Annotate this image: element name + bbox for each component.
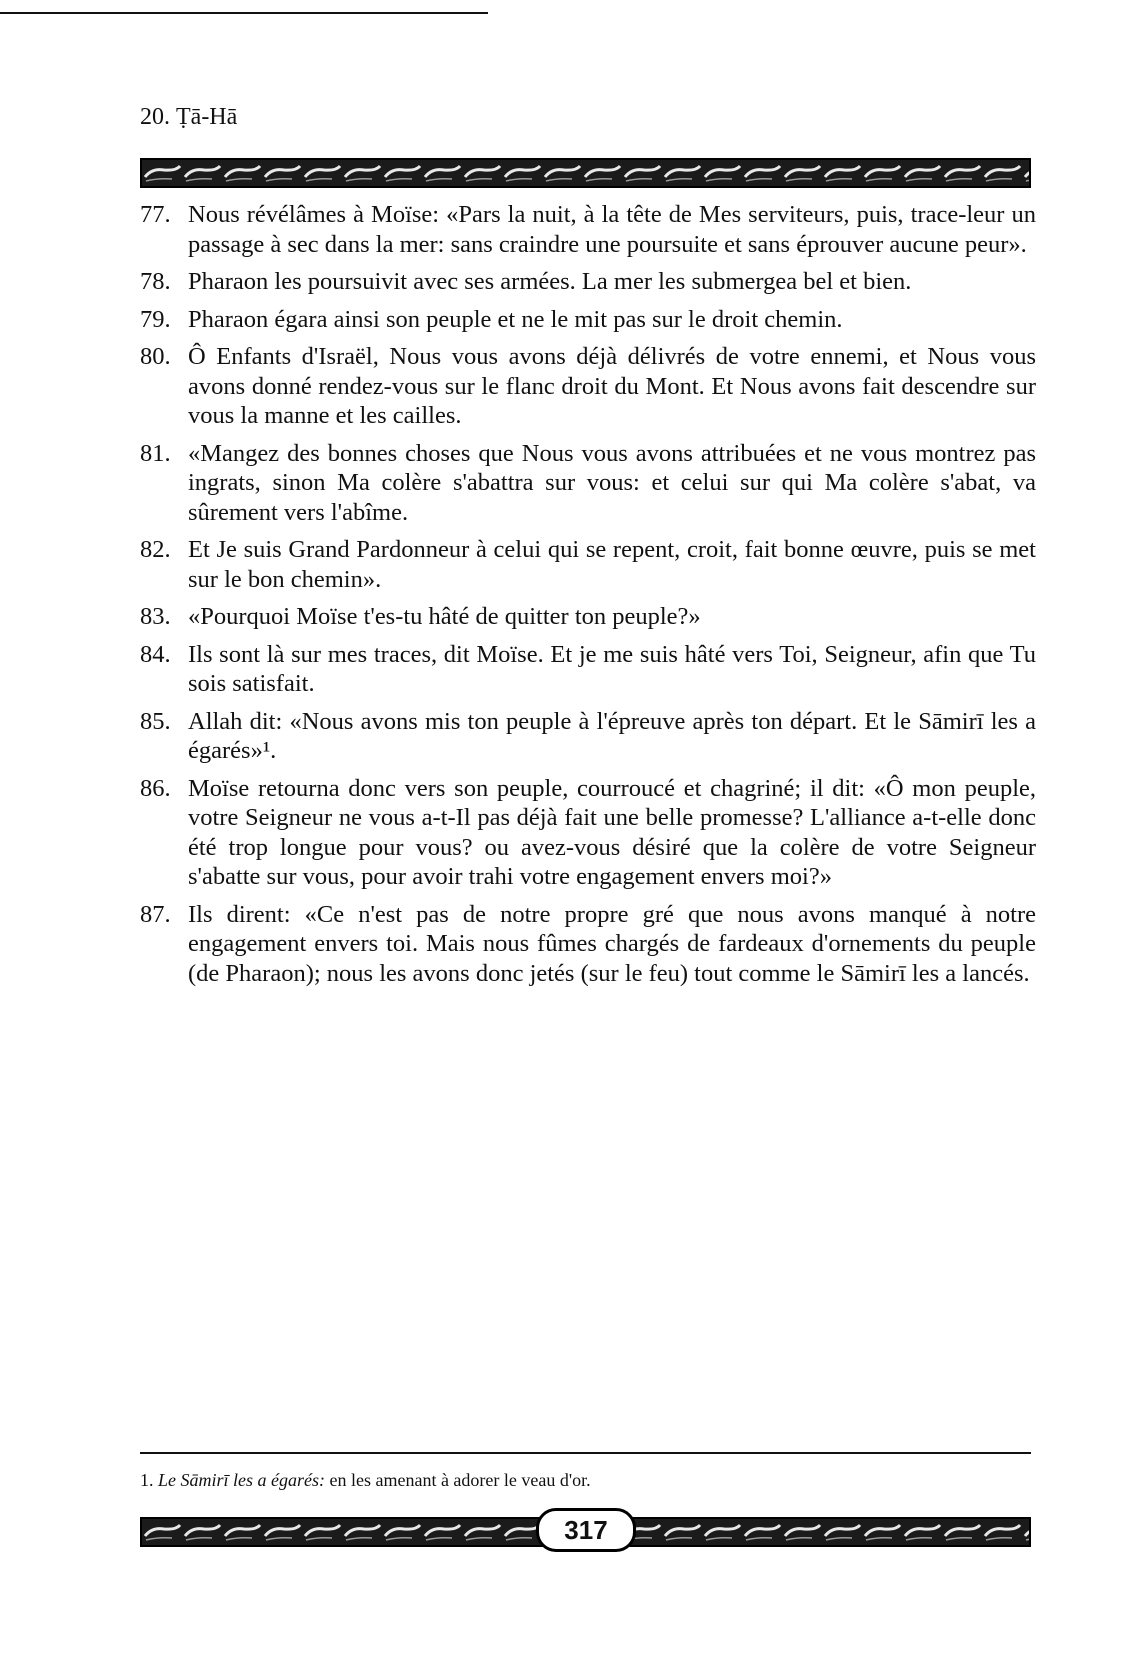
verse-text: Pharaon égara ainsi son peuple et ne le mit pas sur le droit chemin.	[188, 305, 843, 333]
footnote-rule	[140, 1452, 1031, 1454]
verse-number: 81.	[140, 439, 171, 467]
verse-80	[140, 342, 1036, 431]
verse-text: Allah dit: «Nous avons mis ton peuple à l'épreuve après ton départ. Et le Sāmirī les a égarés»¹.	[188, 707, 1036, 764]
verse-number: 85.	[140, 707, 171, 735]
verse-text: Moïse retourna donc vers son peuple, courroucé et chagriné; il dit: «Ô mon peuple, votre Seigneur ne vous a-t-Il pas déjà fait une belle promesse? L'alliance a-t-elle donc été trop longue pour vous? ou avez-vous désiré que la colère de votre Seigneur s'abatte sur vous, pour avoir trahi votre engagement envers moi?»	[188, 774, 1036, 890]
verse-text: Ô Enfants d'Israël, Nous vous avons déjà délivrés de votre ennemi, et Nous vous avons donné rendez-vous sur le flanc droit du Mont. Et Nous avons fait descendre sur vous la manne et les cailles.	[188, 343, 1036, 429]
verse-number: 86.	[140, 774, 171, 802]
verse-79	[140, 305, 1036, 335]
footnote	[140, 1470, 591, 1491]
verse-85	[140, 707, 1036, 766]
verse-number: 83.	[140, 603, 171, 630]
chain-ornament	[142, 160, 1029, 186]
footnote-text: en les amenant à adorer le veau d'or.	[329, 1470, 591, 1490]
verse-84	[140, 640, 1036, 699]
verse-number: 87.	[140, 900, 171, 928]
verse-86	[140, 774, 1036, 892]
verse-number: 77.	[140, 201, 171, 228]
verse-81	[140, 439, 1036, 528]
verse-number: 78.	[140, 268, 171, 295]
verse-number: 84.	[140, 640, 171, 668]
page-number: 317	[536, 1508, 636, 1552]
verse-number: 82.	[140, 536, 171, 563]
verse-87	[140, 900, 1036, 989]
verse-number: 80.	[140, 343, 171, 370]
verse-78	[140, 267, 1036, 297]
verse-77	[140, 200, 1036, 259]
verse-text: «Pourquoi Moïse t'es-tu hâté de quitter ton peuple?»	[188, 603, 701, 630]
top-rule	[0, 12, 488, 14]
verse-82	[140, 535, 1036, 594]
verse-text: Et Je suis Grand Pardonneur à celui qui se repent, croit, fait bonne œuvre, puis se met sur le bon chemin».	[188, 536, 1036, 593]
top-ornament-band	[140, 158, 1031, 188]
verse-text: «Mangez des bonnes choses que Nous vous avons attribuées et ne vous montrez pas ingrats, sinon Ma colère s'abattra sur vous: et celui sur qui Ma colère s'abat, va sûrement vers l'abîme.	[188, 439, 1036, 526]
verse-text: Nous révélâmes à Moïse: «Pars la nuit, à la tête de Mes serviteurs, puis, trace-leur un passage à sec dans la mer: sans craindre une poursuite et sans éprouver aucune peur».	[188, 201, 1036, 258]
verse-text: Pharaon les poursuivit avec ses armées. La mer les submergea bel et bien.	[188, 268, 912, 295]
footnote-marker: 1.	[140, 1470, 154, 1490]
verse-list	[140, 200, 1036, 996]
verse-text: Ils sont là sur mes traces, dit Moïse. Et je me suis hâté vers Toi, Seigneur, afin que Tu sois satisfait.	[188, 640, 1036, 697]
verse-number: 79.	[140, 305, 171, 333]
verse-text: Ils dirent: «Ce n'est pas de notre propre gré que nous avons manqué à notre engagement envers toi. Mais nous fûmes chargés de fardeaux d'ornements du peuple (de Pharaon); nous les avons donc jetés (sur le feu) tout comme le Sāmirī les a lancés.	[188, 900, 1036, 987]
page-header: 20. Ṭā-Hā	[140, 104, 238, 130]
verse-83	[140, 602, 1036, 632]
footnote-term: Le Sāmirī les a égarés:	[158, 1470, 325, 1490]
